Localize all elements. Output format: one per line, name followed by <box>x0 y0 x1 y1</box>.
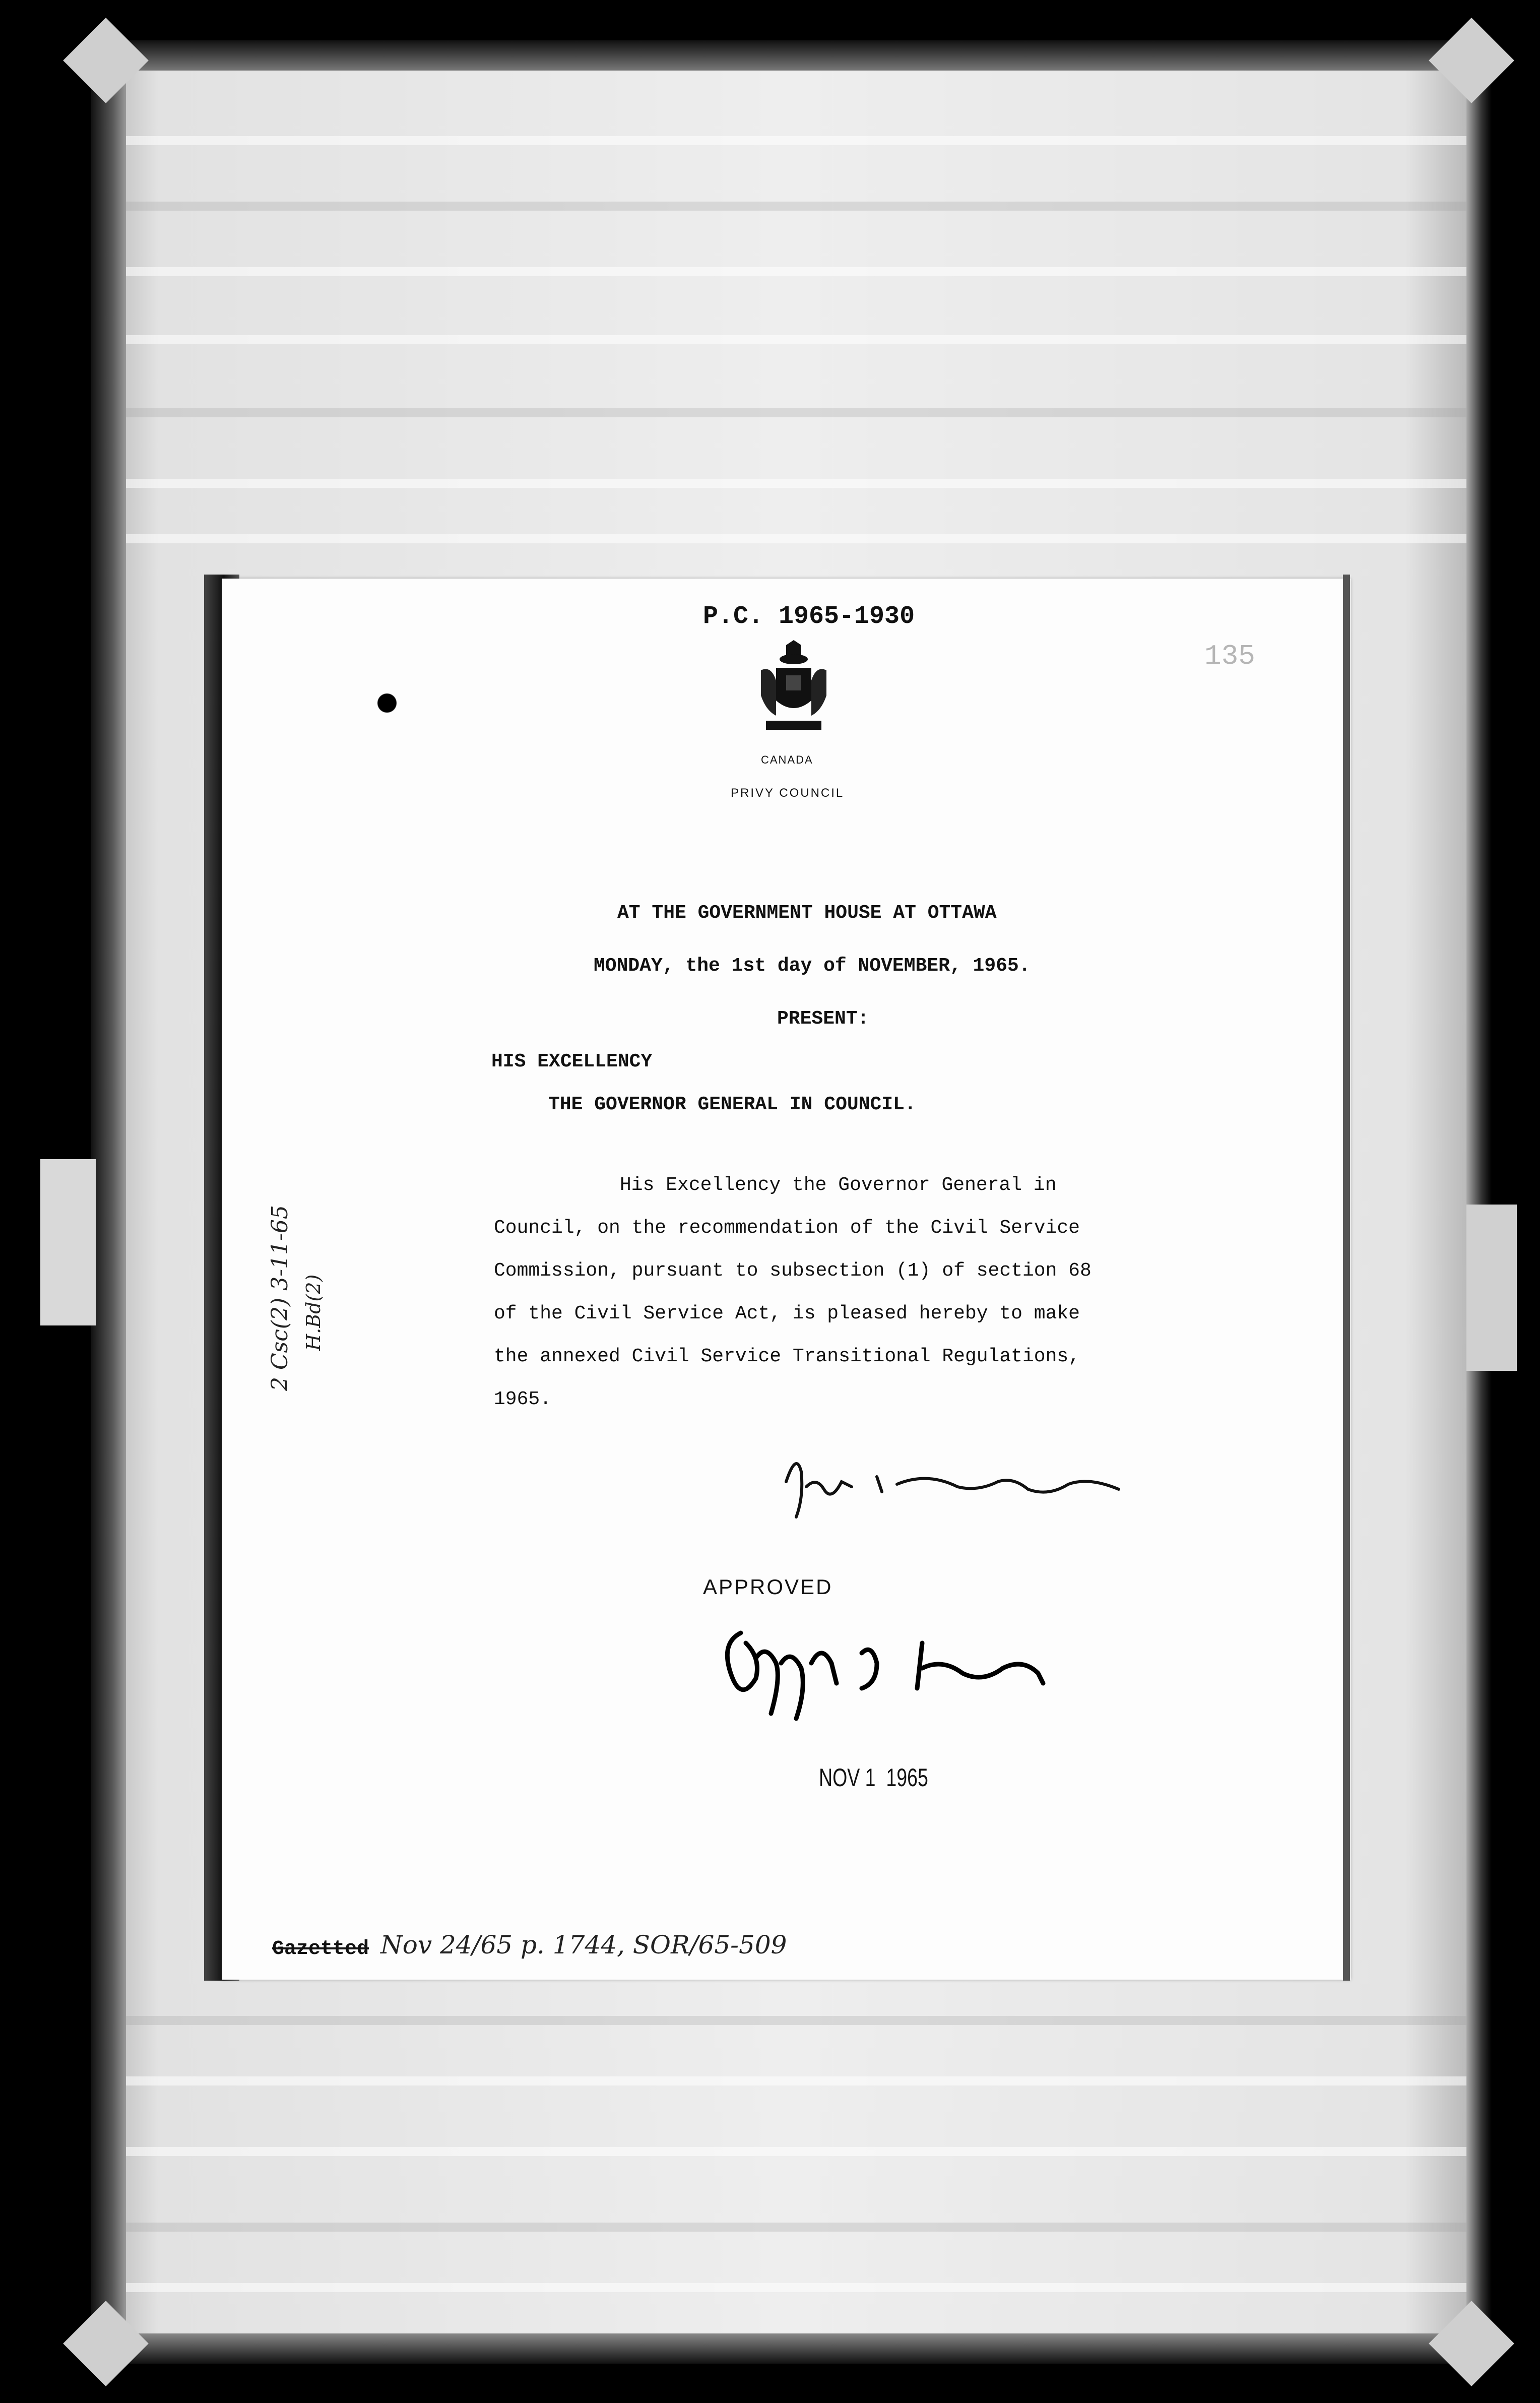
gazetted-label: Gazetted <box>272 1938 369 1961</box>
issuer-body: PRIVY COUNCIL <box>731 786 845 800</box>
left-side-patch <box>40 1159 96 1325</box>
body-text-line: of the Civil Service Act, is pleased hereby to make <box>494 1303 1080 1324</box>
body-text-line: Commission, pursuant to subsection (1) of section 68 <box>494 1260 1092 1282</box>
present-heading: PRESENT: <box>777 1008 869 1030</box>
stamped-page-number: 135 <box>1204 640 1255 672</box>
clerk-signature <box>776 1441 1139 1522</box>
council-line: THE GOVERNOR GENERAL IN COUNCIL. <box>548 1094 916 1115</box>
meeting-date: MONDAY, the 1st day of NOVEMBER, 1965. <box>594 955 1031 977</box>
document-right-edge <box>1343 575 1350 1981</box>
body-text-line: the annexed Civil Service Transitional Regulations, <box>494 1346 1080 1367</box>
gazette-reference: Nov 24/65 p. 1744, SOR/65-509 <box>380 1930 787 1959</box>
issuer-country: CANADA <box>761 753 813 766</box>
body-text-line: His Excellency the Governor General in <box>620 1174 1057 1196</box>
approved-label: APPROVED <box>703 1575 833 1599</box>
excellency-line: HIS EXCELLENCY <box>491 1051 653 1072</box>
body-text-line: 1965. <box>494 1388 552 1410</box>
margin-note: H.Bd(2) <box>302 1274 325 1351</box>
punch-hole <box>375 688 399 718</box>
body-text-line: Council, on the recommendation of the Civil Service <box>494 1217 1080 1239</box>
bottom-film-edge <box>101 2333 1482 2364</box>
governor-general-signature <box>711 1613 1063 1724</box>
approval-date-stamp: NOV 1 1965 <box>819 1763 928 1792</box>
coat-of-arms-icon <box>756 640 831 736</box>
top-film-edge <box>101 40 1482 71</box>
right-side-patch <box>1466 1205 1517 1371</box>
right-film-edge <box>1466 35 1492 2354</box>
left-film-edge <box>91 45 126 2354</box>
margin-note: 2 Csc(2) 3-11-65 <box>267 1205 293 1391</box>
order-number: P.C. 1965-1930 <box>703 602 915 631</box>
meeting-place: AT THE GOVERNMENT HOUSE AT OTTAWA <box>617 902 997 924</box>
